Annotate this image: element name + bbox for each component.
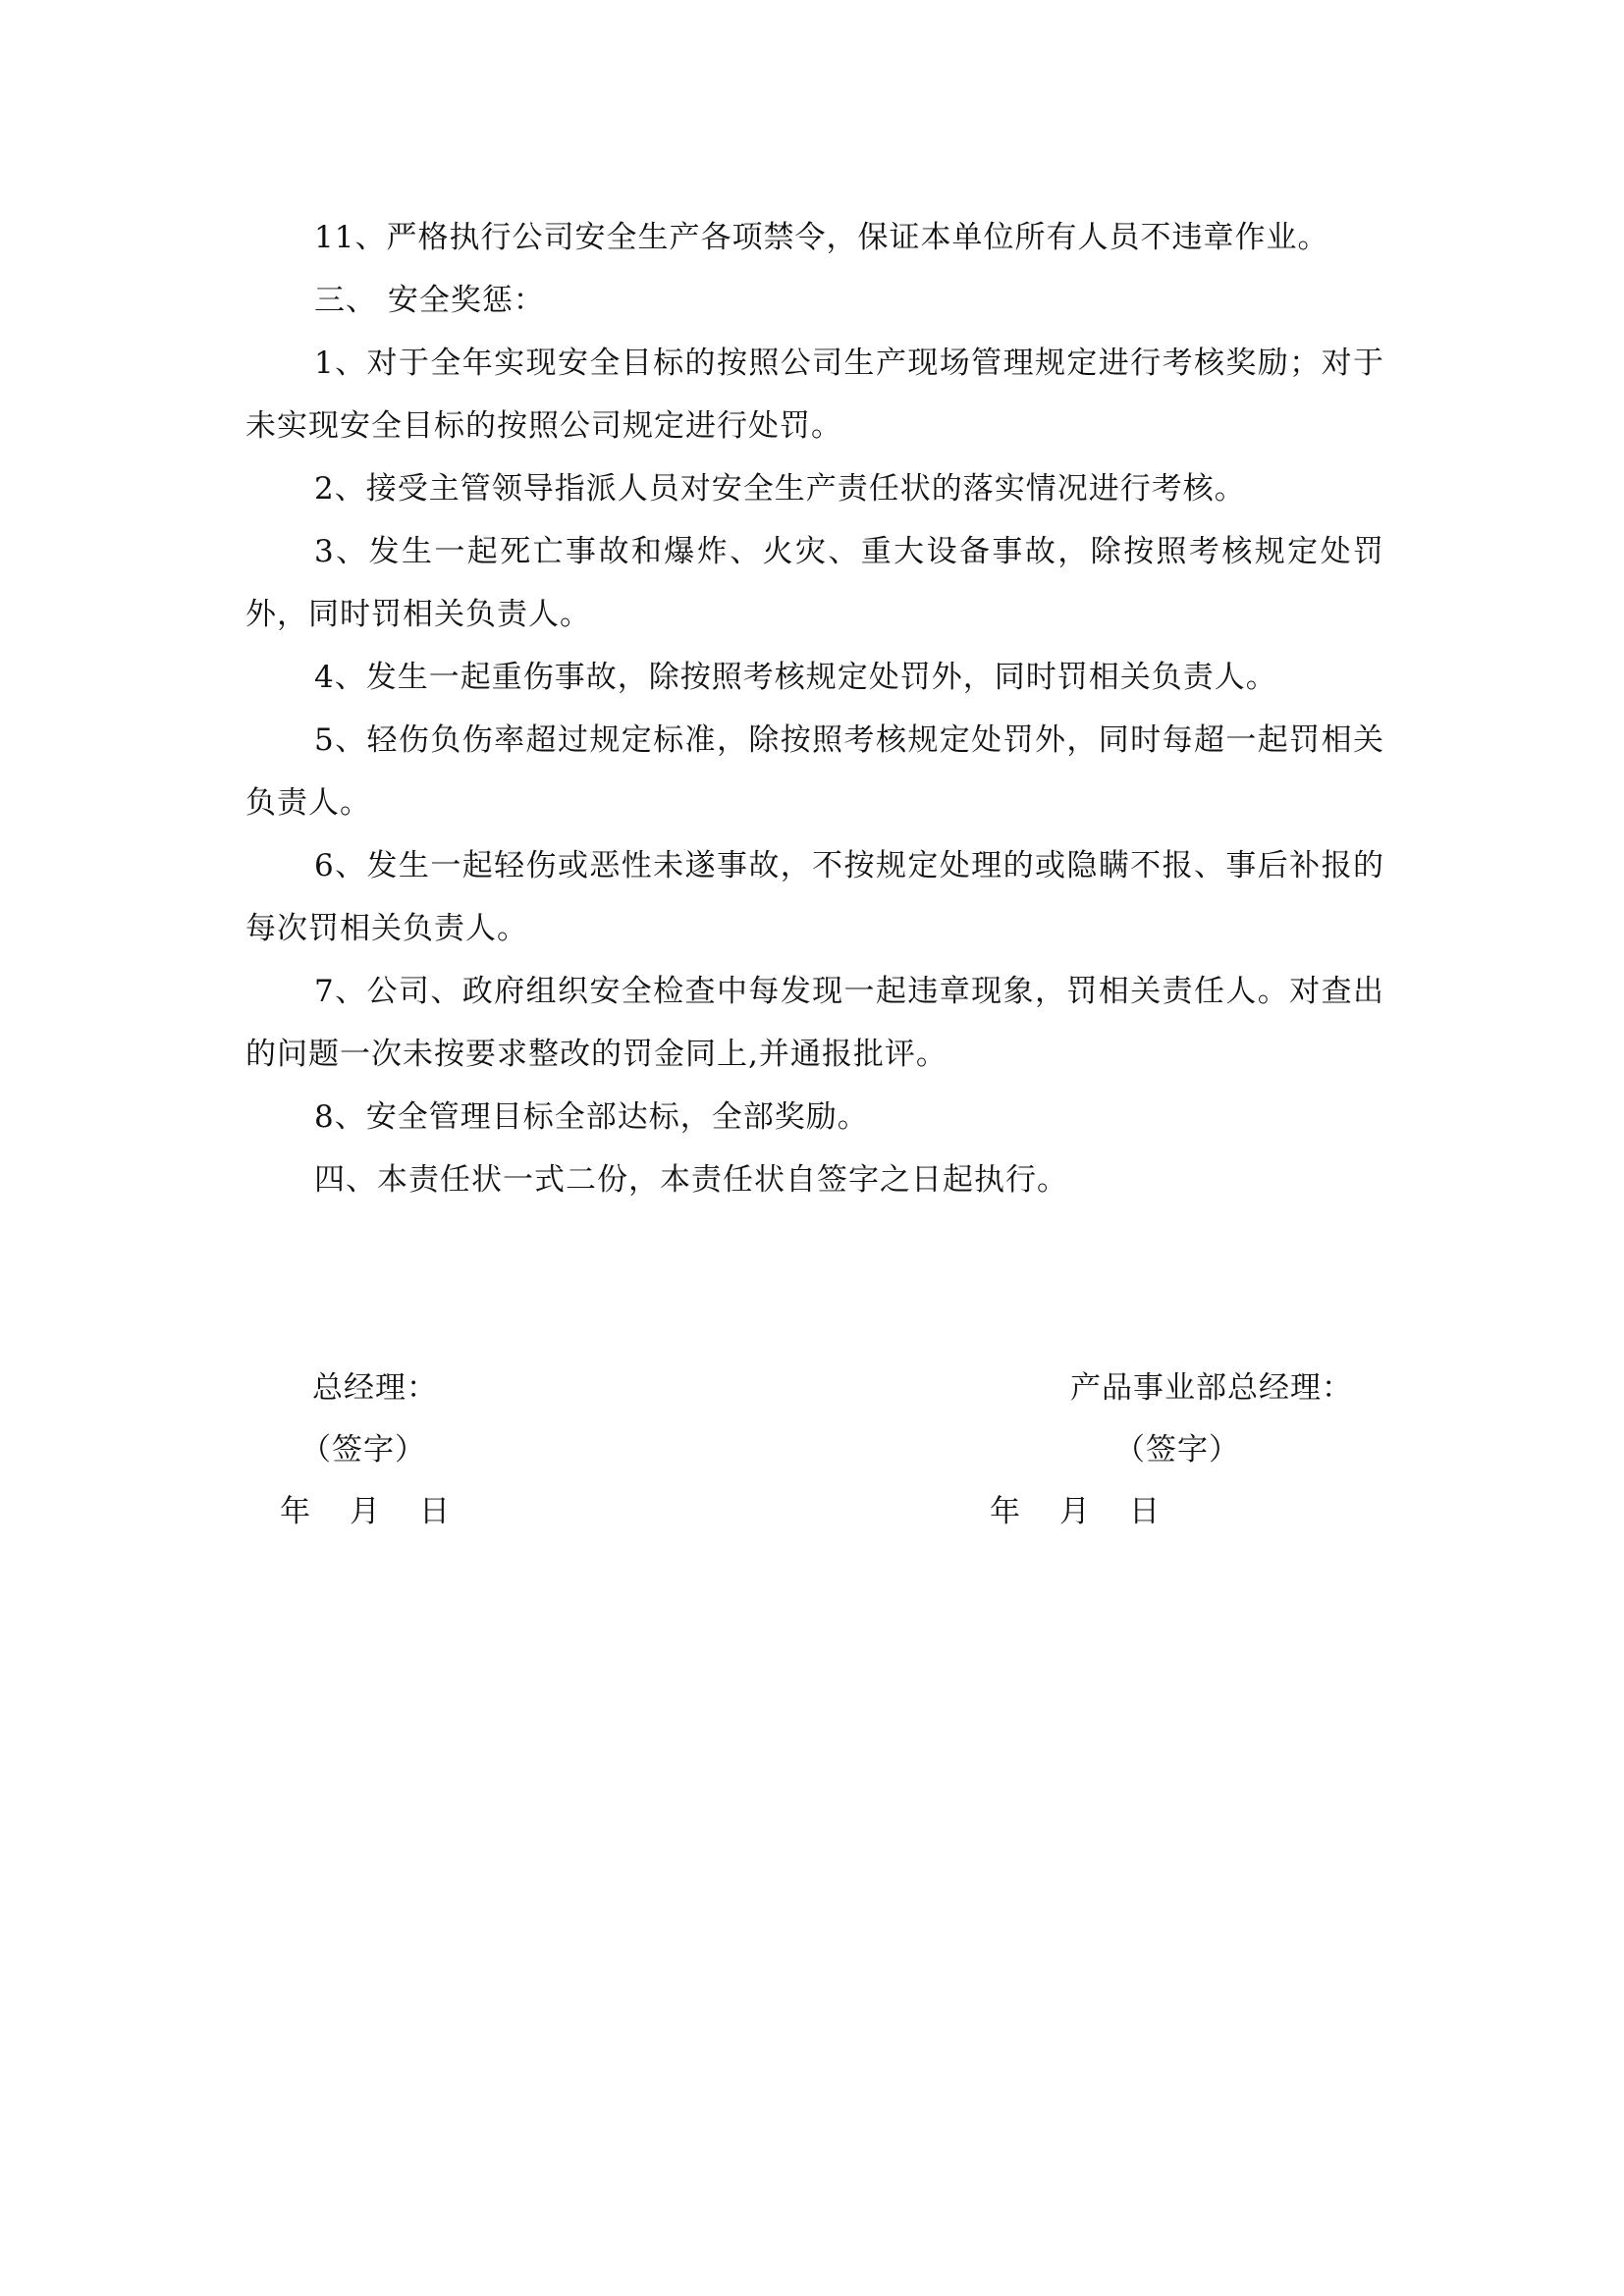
document-body xyxy=(245,206,1384,1211)
clause-reward-8: 8、安全管理目标全部达标，全部奖励。 xyxy=(314,1099,869,1135)
right-date-month: 月 xyxy=(1059,1494,1090,1529)
clause-reward-6: 6、发生一起轻伤或恶性未遂事故，不按规定处理的或隐瞒不报、事后补报的每次罚相关负责人。 xyxy=(245,848,1384,946)
clause-reward-2: 2、接受主管领导指派人员对安全生产责任状的落实情况进行考核。 xyxy=(314,471,1246,507)
right-date-day: 日 xyxy=(1129,1494,1160,1529)
left-date-month: 月 xyxy=(350,1494,380,1529)
clause-reward-7: 7、公司、政府组织安全检查中每发现一起违章现象，罚相关责任人。对查出的问题一次未按要求整改的罚金同上,并通报批评。 xyxy=(245,974,1384,1072)
left-date-year: 年 xyxy=(280,1494,310,1529)
clause-reward-1: 1、对于全年实现安全目标的按照公司生产现场管理规定进行考核奖励；对于未实现安全目标的按照公司规定进行处罚。 xyxy=(245,346,1384,444)
section-heading-rewards-penalties: 三、 安全奖惩： xyxy=(314,283,545,318)
right-signature-note: （签字） xyxy=(1114,1432,1240,1468)
section-four-copies: 四、本责任状一式二份，本责任状自签字之日起执行。 xyxy=(314,1162,1068,1198)
left-date-line xyxy=(280,1492,450,1531)
left-date-day: 日 xyxy=(419,1494,450,1529)
clause-reward-4: 4、发生一起重伤事故，除按照考核规定处罚外，同时罚相关负责人。 xyxy=(314,660,1277,695)
right-date-line xyxy=(990,1492,1160,1531)
left-signature-note: （签字） xyxy=(300,1432,426,1468)
right-date-year: 年 xyxy=(990,1494,1020,1529)
clause-reward-3: 3、发生一起死亡事故和爆炸、火灾、重大设备事故，除按照考核规定处罚外，同时罚相关负责人。 xyxy=(245,534,1384,632)
right-signature-title: 产品事业部总经理： xyxy=(1070,1370,1353,1406)
clause-11: 11、严格执行公司安全生产各项禁令，保证本单位所有人员不违章作业。 xyxy=(314,220,1329,255)
clause-reward-5: 5、轻伤负伤率超过规定标准，除按照考核规定处罚外，同时每超一起罚相关负责人。 xyxy=(245,722,1384,821)
left-signature-title: 总经理： xyxy=(312,1370,438,1406)
